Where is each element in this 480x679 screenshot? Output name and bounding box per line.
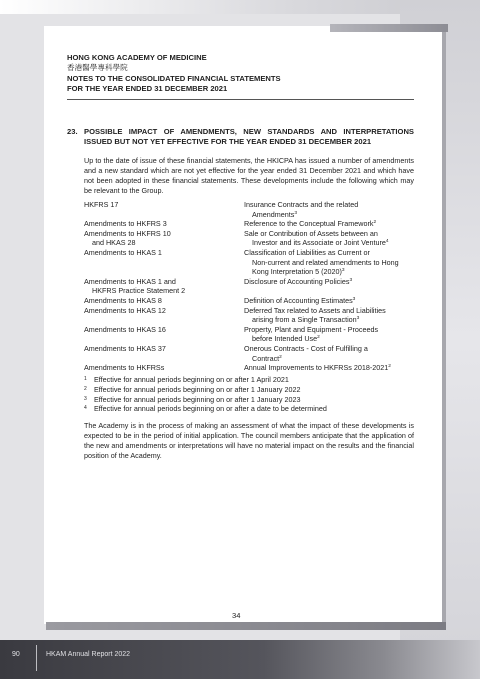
table-row	[84, 296, 414, 306]
org-name: HONG KONG ACADEMY OF MEDICINE	[67, 53, 207, 62]
header-title-line1: NOTES TO THE CONSOLIDATED FINANCIAL STATEMENTS	[67, 73, 281, 83]
section-intro: Up to the date of issue of these financial statements, the HKICPA has issued a number of amendments and a new standard which are not yet effective for the year ended 31 December 2021 and which have not been adopted in these financial statements. These developments include the following which may be relevant to the Group.	[84, 156, 414, 195]
footnote-ref: 2	[317, 335, 320, 341]
table-row	[84, 325, 414, 344]
table-row	[84, 248, 414, 277]
footnote-ref: 4	[385, 239, 389, 245]
table-row	[84, 344, 414, 363]
footnote	[84, 395, 414, 405]
standards-table	[84, 200, 414, 373]
standard-name: Amendments to HKAS 16	[84, 324, 166, 334]
footnote-text: Effective for annual periods beginning on or after 1 January 2022	[94, 384, 301, 394]
section-number: 23.	[67, 127, 78, 136]
footnote-number: 3	[84, 395, 87, 402]
footnote-ref: 3	[294, 210, 298, 216]
footnote-ref: 3	[356, 316, 360, 322]
standard-description: arising from a Single Transaction	[252, 315, 357, 325]
page-number: 34	[232, 611, 241, 620]
footnotes	[84, 375, 414, 414]
footnote-number: 2	[84, 385, 87, 392]
standard-description: Contract	[252, 353, 280, 363]
footnote-text: Effective for annual periods beginning on or after a date to be determined	[94, 404, 327, 414]
page-accent-strip-bottom	[46, 622, 446, 630]
table-row	[84, 229, 414, 248]
footnote-ref: 2	[373, 220, 377, 226]
standard-description: Disclosure of Accounting Policies	[244, 276, 350, 286]
footnote-ref: 2	[388, 364, 391, 370]
org-name-chinese: 香港醫學專科學院	[67, 63, 128, 73]
header-rule	[67, 99, 414, 100]
footnote-ref: 3	[341, 268, 345, 274]
standard-name: and HKAS 28	[92, 238, 136, 248]
standard-description: Definition of Accounting Estimates	[244, 295, 353, 305]
footnote	[84, 375, 414, 385]
page-header	[67, 53, 281, 95]
table-row	[84, 277, 414, 296]
standard-description: Kong Interpretation 5 (2020)	[252, 267, 342, 277]
footnote-ref: 3	[352, 296, 356, 302]
footer-divider	[36, 645, 37, 671]
standard-name: Amendments to HKFRS 10	[84, 228, 171, 238]
standard-name: Amendments to HKAS 1	[84, 247, 162, 257]
table-row	[84, 306, 414, 325]
standard-description: Annual Improvements to HKFRSs 2018-2021	[244, 363, 389, 373]
footnote-number: 4	[84, 405, 87, 412]
standard-description: Classification of Liabilities as Current or	[244, 247, 370, 257]
table-row	[84, 363, 414, 373]
footnote-text: Effective for annual periods beginning on or after 1 January 2023	[94, 394, 301, 404]
table-row	[84, 219, 414, 229]
table-row	[84, 200, 414, 219]
standard-description: Property, Plant and Equipment - Proceeds	[244, 324, 379, 334]
footer-report-title: HKAM Annual Report 2022	[46, 651, 131, 658]
standard-description: Onerous Contracts - Cost of Fulfilling a	[244, 343, 368, 353]
standard-description: Sale or Contribution of Assets between an	[244, 228, 378, 238]
footer-page-number: 90	[12, 651, 20, 658]
section-title: POSSIBLE IMPACT OF AMENDMENTS, NEW STANDARDS AND INTERPRETATIONS ISSUED BUT NOT YET EFFECTIVE FOR THE YEAR ENDED 31 DECEMBER 2021	[84, 127, 414, 146]
page-accent-strip-top	[330, 24, 448, 32]
standard-description: before Intended Use	[252, 334, 318, 344]
standard-name: Amendments to HKAS 12	[84, 305, 166, 315]
standard-name: Amendments to HKFRS 3	[84, 219, 167, 229]
standard-name: Amendments to HKAS 1 and	[84, 276, 176, 286]
footnote-number: 1	[84, 376, 87, 382]
standard-name: Amendments to HKFRSs	[84, 363, 165, 373]
standard-description: Deferred Tax related to Assets and Liabilities	[244, 305, 386, 315]
closing-paragraph: The Academy is in the process of making an assessment of what the impact of these developments is expected to be in the period of initial application. The council members anticipate that the application of the new and amendments or interpretations will have no material impact on the results and the financial position of the Academy.	[84, 421, 414, 460]
standard-description: Insurance Contracts and the related	[244, 200, 359, 209]
standard-name: HKFRS 17	[84, 200, 119, 209]
standard-description: Non-current and related amendments to Hong	[252, 257, 399, 267]
footnote	[84, 385, 414, 395]
header-title-line2: FOR THE YEAR ENDED 31 DECEMBER 2021	[67, 84, 228, 94]
footer-bar	[0, 640, 480, 679]
footnote-ref: 3	[349, 277, 353, 283]
footnote	[84, 404, 414, 414]
standard-name: Amendments to HKAS 37	[84, 343, 166, 353]
footnote-text: Effective for annual periods beginning on or after 1 April 2021	[94, 375, 289, 384]
standard-name: HKFRS Practice Statement 2	[92, 286, 186, 296]
footnote-ref: 2	[279, 354, 282, 360]
standard-description: Investor and its Associate or Joint Venture	[252, 238, 386, 248]
standard-description: Amendments	[252, 209, 295, 219]
standard-name: Amendments to HKAS 8	[84, 295, 162, 305]
standard-description: Reference to the Conceptual Framework	[244, 219, 374, 229]
